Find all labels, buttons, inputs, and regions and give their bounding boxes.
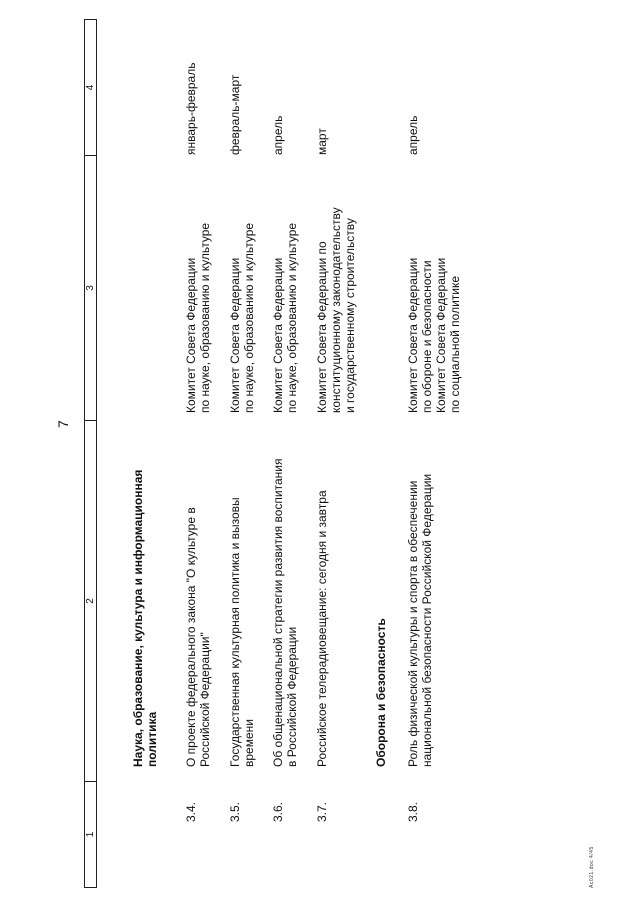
row-number: 3.6. <box>271 801 285 822</box>
rotated-page <box>16 13 598 888</box>
row-number: 3.7. <box>315 801 329 822</box>
row-title: Роль физической культуры и спорта в обеспечении национальной безопасности Российской Федерации <box>406 473 434 767</box>
row-title: Об общенациональной стратегии развития воспитания в Российской Федерации <box>271 458 299 767</box>
row-committee: Комитет Совета Федерации по обороне и безопасности Комитет Совета Федерации по социальной политике <box>406 257 462 413</box>
column-header-1: 1 <box>84 781 97 888</box>
row-committee: Комитет Совета Федерации по конституционному законодательству и государственному строительству <box>315 207 357 413</box>
row-number: 3.5. <box>228 801 242 822</box>
row-date: апрель <box>271 115 285 155</box>
row-committee: Комитет Совета Федерации по науке, образованию и культуре <box>228 222 256 413</box>
row-date: январь-февраль <box>184 62 198 155</box>
column-header-3: 3 <box>84 155 97 421</box>
row-date: апрель <box>406 115 420 155</box>
column-header-4: 4 <box>84 19 97 156</box>
row-committee: Комитет Совета Федерации по науке, образованию и культуре <box>271 222 299 413</box>
page-number: 7 <box>55 420 71 428</box>
row-date: февраль-март <box>228 74 242 155</box>
row-title: Государственная культурная политика и вызовы времени <box>228 497 256 767</box>
section-heading: Оборона и безопасность <box>374 618 388 767</box>
footer-filename: Ac021.doc 4/45 <box>589 846 595 888</box>
row-number: 3.4. <box>184 801 198 822</box>
row-committee: Комитет Совета Федерации по науке, образованию и культуре <box>184 222 212 413</box>
row-number: 3.8. <box>406 801 420 822</box>
row-date: март <box>315 128 329 155</box>
column-header-2: 2 <box>84 420 97 782</box>
row-title: Российское телерадиовещание: сегодня и завтра <box>315 490 329 767</box>
section-heading: Наука, образование, культура и информационная политика <box>131 469 159 767</box>
row-title: О проекте федерального закона "О культуре в Российской Федерации" <box>184 507 212 767</box>
